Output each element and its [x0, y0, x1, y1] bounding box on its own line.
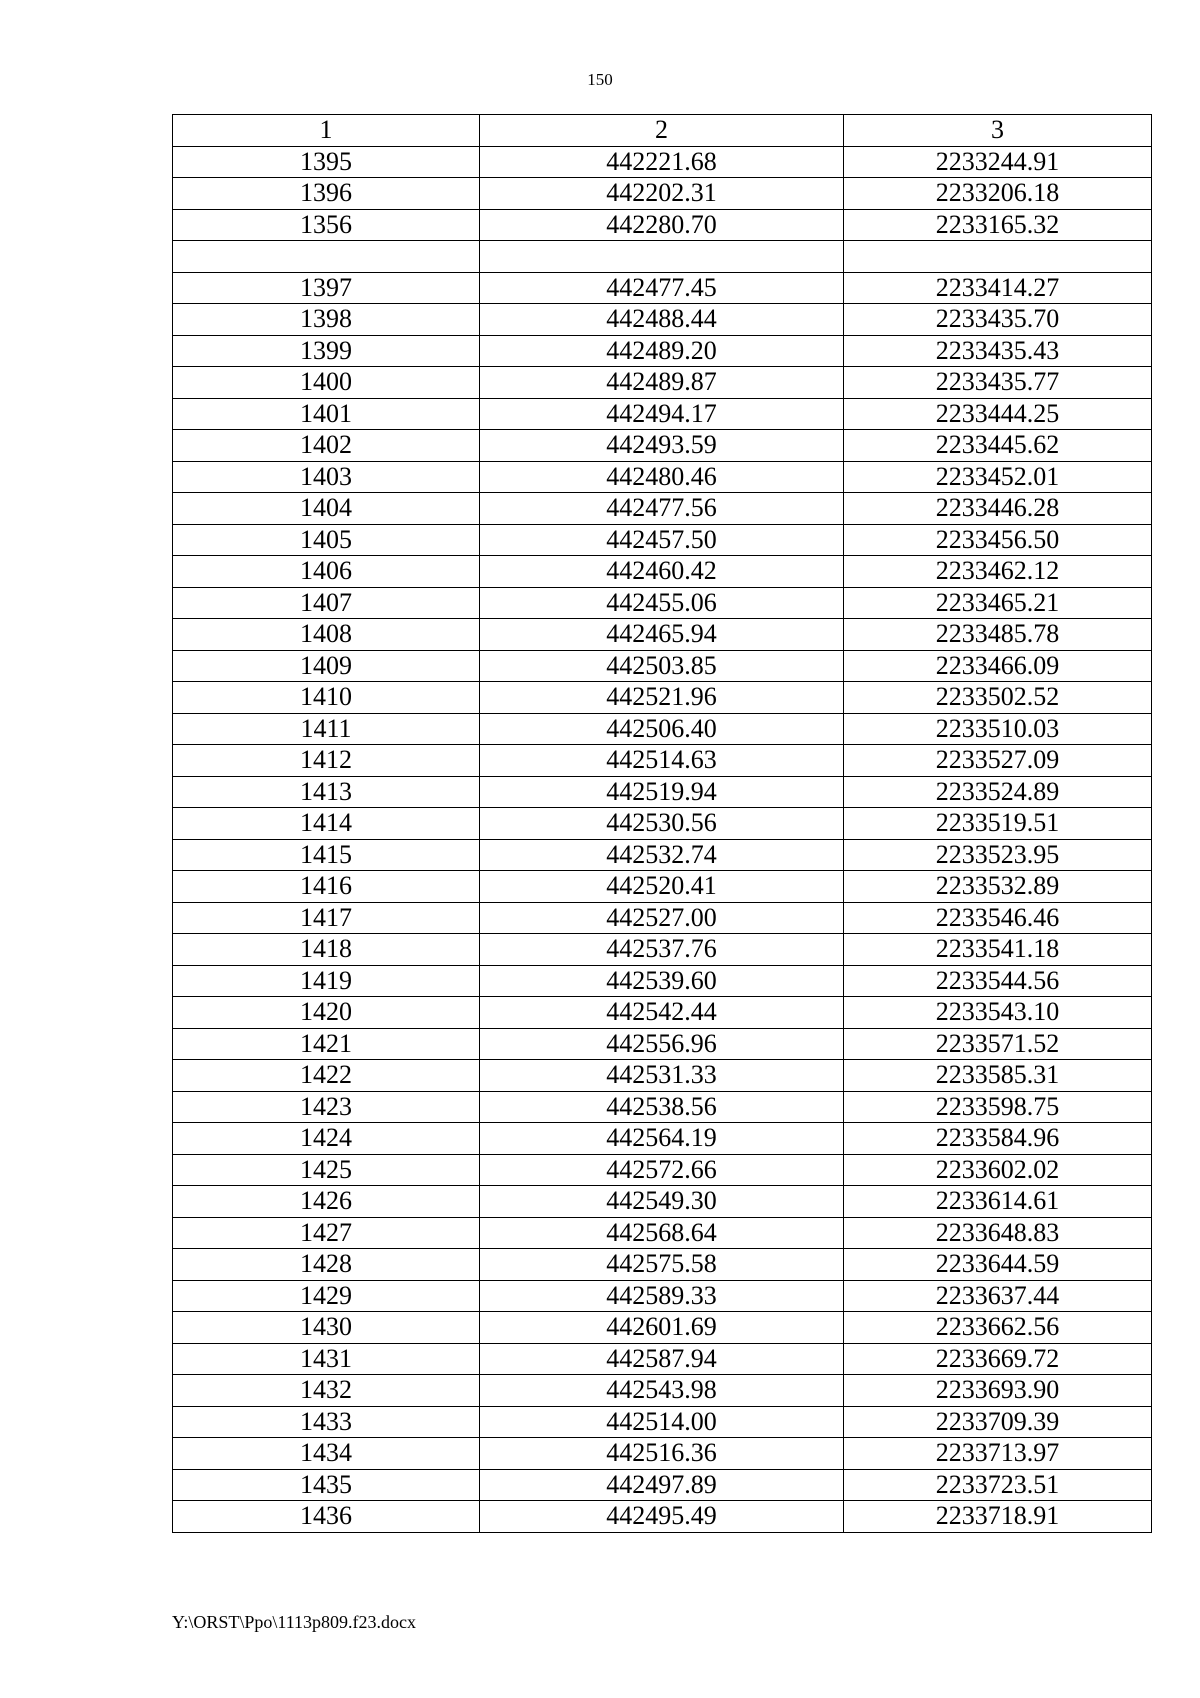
table-cell-col2: 442489.87 — [480, 367, 844, 399]
table-header — [173, 115, 1152, 147]
table-cell-col1: 1428 — [173, 1249, 480, 1281]
table-cell-col1 — [173, 241, 480, 273]
table-row — [173, 808, 1152, 840]
table-row — [173, 493, 1152, 525]
table-cell-col2: 442455.06 — [480, 587, 844, 619]
table-cell-col2: 442564.19 — [480, 1123, 844, 1155]
table-row — [173, 871, 1152, 903]
table-cell-col1: 1431 — [173, 1343, 480, 1375]
table-cell-col2: 442497.89 — [480, 1469, 844, 1501]
table-cell-col1: 1430 — [173, 1312, 480, 1344]
table-cell-col2 — [480, 241, 844, 273]
table-cell-col3: 2233444.25 — [844, 398, 1152, 430]
table-cell-col2: 442556.96 — [480, 1028, 844, 1060]
table-row — [173, 1123, 1152, 1155]
table-cell-col1: 1401 — [173, 398, 480, 430]
table-cell-col3: 2233713.97 — [844, 1438, 1152, 1470]
table-cell-col2: 442477.45 — [480, 272, 844, 304]
table-cell-col1: 1398 — [173, 304, 480, 336]
table-row — [173, 934, 1152, 966]
table-row — [173, 1375, 1152, 1407]
table-cell-col1: 1436 — [173, 1501, 480, 1533]
table-row — [173, 1249, 1152, 1281]
table-row — [173, 1501, 1152, 1533]
table-cell-col2: 442221.68 — [480, 146, 844, 178]
table-cell-col1: 1420 — [173, 997, 480, 1029]
table-cell-col2: 442572.66 — [480, 1154, 844, 1186]
page-number: 150 — [587, 70, 613, 89]
table-cell-col2: 442538.56 — [480, 1091, 844, 1123]
table-cell-col2: 442601.69 — [480, 1312, 844, 1344]
table-cell-col1: 1433 — [173, 1406, 480, 1438]
table-row — [173, 1438, 1152, 1470]
table-cell-col1: 1403 — [173, 461, 480, 493]
table-row — [173, 997, 1152, 1029]
table-cell-col1: 1414 — [173, 808, 480, 840]
table-cell-col2: 442460.42 — [480, 556, 844, 588]
table-cell-col2: 442465.94 — [480, 619, 844, 651]
table-cell-col1: 1409 — [173, 650, 480, 682]
table-cell-col1: 1411 — [173, 713, 480, 745]
table-row — [173, 682, 1152, 714]
table-cell-col3: 2233546.46 — [844, 902, 1152, 934]
table-cell-col2: 442488.44 — [480, 304, 844, 336]
table-cell-col2: 442542.44 — [480, 997, 844, 1029]
table-cell-col1: 1406 — [173, 556, 480, 588]
table-cell-col3: 2233541.18 — [844, 934, 1152, 966]
table-cell-col3: 2233571.52 — [844, 1028, 1152, 1060]
table-row — [173, 241, 1152, 273]
table-cell-col3: 2233718.91 — [844, 1501, 1152, 1533]
table-row — [173, 524, 1152, 556]
table-cell-col2: 442495.49 — [480, 1501, 844, 1533]
table-row — [173, 965, 1152, 997]
header-cell-2: 2 — [480, 115, 844, 147]
table-row — [173, 713, 1152, 745]
table-row — [173, 1406, 1152, 1438]
table-cell-col2: 442575.58 — [480, 1249, 844, 1281]
table-row — [173, 178, 1152, 210]
table-row — [173, 1343, 1152, 1375]
table-cell-col1: 1413 — [173, 776, 480, 808]
table-row — [173, 1154, 1152, 1186]
table-row — [173, 1028, 1152, 1060]
table-cell-col3: 2233519.51 — [844, 808, 1152, 840]
table-cell-col3: 2233524.89 — [844, 776, 1152, 808]
table-row — [173, 556, 1152, 588]
table-cell-col3: 2233244.91 — [844, 146, 1152, 178]
table-cell-col1: 1395 — [173, 146, 480, 178]
header-cell-1: 1 — [173, 115, 480, 147]
table-row — [173, 839, 1152, 871]
table-cell-col3: 2233709.39 — [844, 1406, 1152, 1438]
table-cell-col2: 442202.31 — [480, 178, 844, 210]
table-cell-col1: 1419 — [173, 965, 480, 997]
table-cell-col1: 1402 — [173, 430, 480, 462]
table-cell-col2: 442527.00 — [480, 902, 844, 934]
table-cell-col1: 1417 — [173, 902, 480, 934]
table-cell-col3: 2233544.56 — [844, 965, 1152, 997]
table-cell-col3: 2233602.02 — [844, 1154, 1152, 1186]
table-cell-col2: 442519.94 — [480, 776, 844, 808]
table-cell-col2: 442568.64 — [480, 1217, 844, 1249]
table-cell-col2: 442532.74 — [480, 839, 844, 871]
table-row — [173, 304, 1152, 336]
table-cell-col3 — [844, 241, 1152, 273]
table-cell-col2: 442457.50 — [480, 524, 844, 556]
table-row — [173, 398, 1152, 430]
table-cell-col2: 442506.40 — [480, 713, 844, 745]
table-cell-col1: 1434 — [173, 1438, 480, 1470]
table-cell-col2: 442480.46 — [480, 461, 844, 493]
table-cell-col3: 2233502.52 — [844, 682, 1152, 714]
table-row — [173, 745, 1152, 777]
table-cell-col3: 2233614.61 — [844, 1186, 1152, 1218]
table-row — [173, 650, 1152, 682]
table-cell-col2: 442537.76 — [480, 934, 844, 966]
table-cell-col3: 2233435.43 — [844, 335, 1152, 367]
table-row — [173, 430, 1152, 462]
table-row — [173, 1186, 1152, 1218]
table-cell-col3: 2233693.90 — [844, 1375, 1152, 1407]
table-cell-col1: 1427 — [173, 1217, 480, 1249]
table-cell-col1: 1426 — [173, 1186, 480, 1218]
header-row — [173, 115, 1152, 147]
table-cell-col1: 1422 — [173, 1060, 480, 1092]
table-row — [173, 1469, 1152, 1501]
table-cell-col3: 2233435.77 — [844, 367, 1152, 399]
table-cell-col3: 2233669.72 — [844, 1343, 1152, 1375]
coordinates-table — [172, 114, 1152, 1533]
table-cell-col1: 1415 — [173, 839, 480, 871]
table-cell-col1: 1418 — [173, 934, 480, 966]
table-row — [173, 1312, 1152, 1344]
table-row — [173, 335, 1152, 367]
table-row — [173, 461, 1152, 493]
table-row — [173, 587, 1152, 619]
table-cell-col2: 442549.30 — [480, 1186, 844, 1218]
table-cell-col3: 2233445.62 — [844, 430, 1152, 462]
table-cell-col1: 1405 — [173, 524, 480, 556]
table-cell-col2: 442514.63 — [480, 745, 844, 777]
table-cell-col3: 2233527.09 — [844, 745, 1152, 777]
table-cell-col3: 2233462.12 — [844, 556, 1152, 588]
table-cell-col2: 442494.17 — [480, 398, 844, 430]
table-cell-col3: 2233637.44 — [844, 1280, 1152, 1312]
table-cell-col1: 1407 — [173, 587, 480, 619]
table-cell-col2: 442280.70 — [480, 209, 844, 241]
table-cell-col2: 442503.85 — [480, 650, 844, 682]
table-cell-col3: 2233456.50 — [844, 524, 1152, 556]
table-cell-col3: 2233523.95 — [844, 839, 1152, 871]
table-row — [173, 619, 1152, 651]
table-cell-col2: 442493.59 — [480, 430, 844, 462]
table-row — [173, 776, 1152, 808]
table-cell-col1: 1432 — [173, 1375, 480, 1407]
table-cell-col3: 2233466.09 — [844, 650, 1152, 682]
table-cell-col2: 442530.56 — [480, 808, 844, 840]
table-row — [173, 1091, 1152, 1123]
table-cell-col1: 1404 — [173, 493, 480, 525]
table-cell-col3: 2233452.01 — [844, 461, 1152, 493]
table-cell-col2: 442516.36 — [480, 1438, 844, 1470]
table-cell-col2: 442539.60 — [480, 965, 844, 997]
table-row — [173, 1060, 1152, 1092]
table-cell-col3: 2233598.75 — [844, 1091, 1152, 1123]
table-cell-col1: 1396 — [173, 178, 480, 210]
table-row — [173, 902, 1152, 934]
table-cell-col3: 2233585.31 — [844, 1060, 1152, 1092]
table-cell-col2: 442587.94 — [480, 1343, 844, 1375]
table-cell-col3: 2233485.78 — [844, 619, 1152, 651]
table-cell-col1: 1408 — [173, 619, 480, 651]
table-cell-col1: 1400 — [173, 367, 480, 399]
table-cell-col3: 2233723.51 — [844, 1469, 1152, 1501]
table-body — [173, 146, 1152, 1532]
table-cell-col2: 442477.56 — [480, 493, 844, 525]
header-cell-3: 3 — [844, 115, 1152, 147]
table-cell-col1: 1424 — [173, 1123, 480, 1155]
table-cell-col3: 2233206.18 — [844, 178, 1152, 210]
table-row — [173, 1217, 1152, 1249]
table-row — [173, 209, 1152, 241]
table-cell-col2: 442520.41 — [480, 871, 844, 903]
table-cell-col3: 2233446.28 — [844, 493, 1152, 525]
table-cell-col3: 2233584.96 — [844, 1123, 1152, 1155]
table-cell-col3: 2233510.03 — [844, 713, 1152, 745]
table-cell-col1: 1410 — [173, 682, 480, 714]
table-cell-col2: 442521.96 — [480, 682, 844, 714]
table-cell-col1: 1399 — [173, 335, 480, 367]
table-row — [173, 1280, 1152, 1312]
table-cell-col2: 442543.98 — [480, 1375, 844, 1407]
table-cell-col2: 442531.33 — [480, 1060, 844, 1092]
table-cell-col1: 1435 — [173, 1469, 480, 1501]
table-cell-col3: 2233165.32 — [844, 209, 1152, 241]
table-row — [173, 146, 1152, 178]
table-row — [173, 367, 1152, 399]
table-cell-col3: 2233648.83 — [844, 1217, 1152, 1249]
table-cell-col1: 1356 — [173, 209, 480, 241]
table-cell-col2: 442489.20 — [480, 335, 844, 367]
table-cell-col2: 442589.33 — [480, 1280, 844, 1312]
table-cell-col3: 2233465.21 — [844, 587, 1152, 619]
table-cell-col3: 2233414.27 — [844, 272, 1152, 304]
table-cell-col1: 1429 — [173, 1280, 480, 1312]
table-cell-col3: 2233662.56 — [844, 1312, 1152, 1344]
table-cell-col1: 1425 — [173, 1154, 480, 1186]
table-cell-col1: 1397 — [173, 272, 480, 304]
table-row — [173, 272, 1152, 304]
table-cell-col1: 1423 — [173, 1091, 480, 1123]
table-cell-col3: 2233543.10 — [844, 997, 1152, 1029]
table-cell-col2: 442514.00 — [480, 1406, 844, 1438]
table-cell-col1: 1412 — [173, 745, 480, 777]
table-cell-col3: 2233532.89 — [844, 871, 1152, 903]
table-cell-col1: 1416 — [173, 871, 480, 903]
footer-file-path: Y:\ORST\Ppo\1113p809.f23.docx — [172, 1612, 417, 1632]
table-cell-col3: 2233644.59 — [844, 1249, 1152, 1281]
table-cell-col3: 2233435.70 — [844, 304, 1152, 336]
table-cell-col1: 1421 — [173, 1028, 480, 1060]
